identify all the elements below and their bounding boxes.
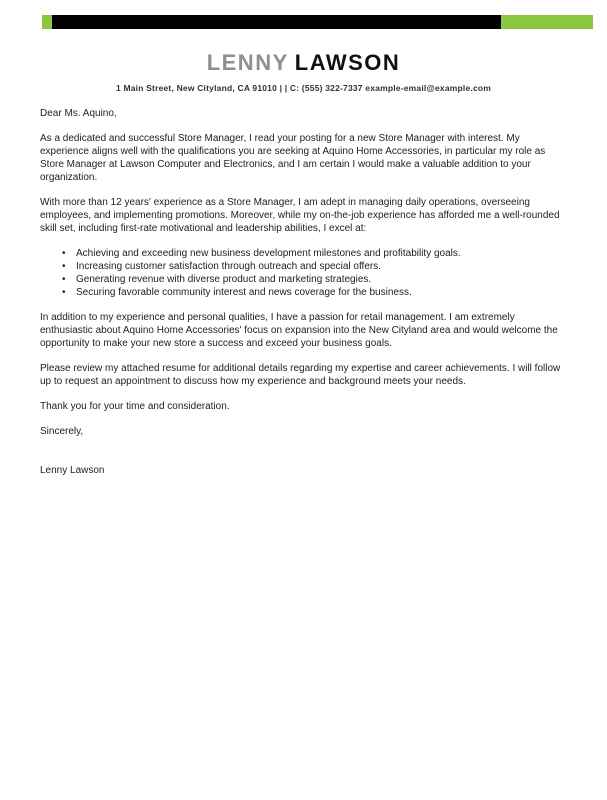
signature-name: Lenny Lawson	[40, 465, 105, 476]
paragraph-experience: With more than 12 years' experience as a Store Manager, I am adept in managing daily operations, overseeing employees, and implementing promotions. Moreover, while my on-the-job experience has afforded me a well-rounded skill set, including first-rate motivational and leadership abilities, I excel at:	[40, 197, 560, 234]
skills-bullet-list	[40, 247, 569, 299]
accent-bar-green-right	[501, 15, 593, 29]
bullet-text: Achieving and exceeding new business development milestones and profitability goals.	[76, 248, 461, 259]
thanks-line: Thank you for your time and consideration.	[40, 401, 230, 412]
bullet-icon: •	[62, 261, 66, 272]
list-item	[62, 273, 569, 286]
list-item	[62, 286, 569, 299]
sign-off: Sincerely,	[40, 426, 84, 437]
applicant-last-name: LAWSON	[294, 50, 401, 75]
paragraph-resume: Please review my attached resume for additional details regarding my expertise and career achievements. I will follow up to request an appointment to discuss how my experience and background meets your needs.	[40, 363, 561, 387]
list-item	[62, 260, 569, 273]
bullet-icon: •	[62, 274, 66, 285]
cover-letter-page	[0, 15, 607, 800]
letter-header	[0, 51, 607, 93]
paragraph-passion: In addition to my experience and personal qualities, I have a passion for retail management. I am extremely enthusiastic about Aquino Home Accessories' focus on expansion into the New Cityland area and would welcome the opportunity to make your new store a success and exceed your business goals.	[40, 312, 558, 349]
bullet-text: Generating revenue with diverse product and marketing strategies.	[76, 274, 372, 285]
bullet-text: Increasing customer satisfaction through outreach and special offers.	[76, 261, 381, 272]
list-item	[62, 247, 569, 260]
accent-bar-green-left	[42, 15, 52, 29]
bullet-text: Securing favorable community interest and news coverage for the business.	[76, 287, 412, 298]
salutation: Dear Ms. Aquino,	[40, 108, 117, 119]
contact-line: 1 Main Street, New Cityland, CA 91010 | | C: (555) 322-7337 example-email@example.com	[115, 83, 492, 93]
accent-bar-black	[52, 15, 501, 29]
bullet-icon: •	[62, 248, 66, 259]
applicant-name	[0, 51, 607, 75]
paragraph-intro: As a dedicated and successful Store Manager, I read your posting for a new Store Manager with interest. My experience aligns well with the qualifications you are seeking at Aquino Home Accessories, in particular my role as Store Manager at Lawson Computer and Electronics, and I am certain I would make a valuable addition to your organization.	[40, 133, 546, 183]
bullet-icon: •	[62, 287, 66, 298]
applicant-first-name: LENNY	[206, 50, 289, 75]
top-accent-bar	[42, 15, 593, 29]
letter-body	[40, 107, 569, 477]
